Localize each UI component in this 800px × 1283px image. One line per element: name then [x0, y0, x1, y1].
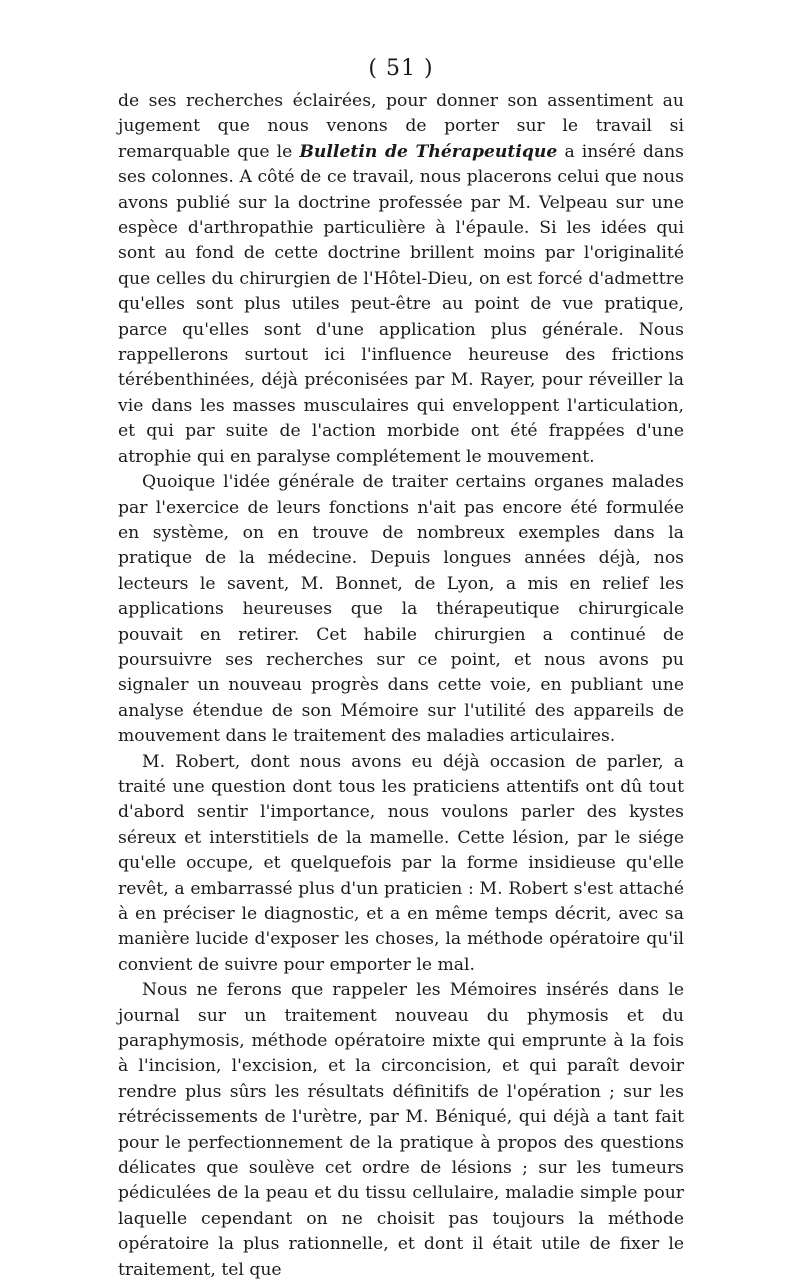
paragraph-1 [118, 89, 684, 470]
page-number: ( 51 ) [368, 56, 434, 81]
paragraph-1-text-end: a inséré dans ses colonnes. A côté de ce travail, nous placerons celui que nous avons publié sur la doctrine professée par M. Velpeau sur une espèce d'arthropathie particulière à l'épaule. Si les idées qui sont au fond de cette doctrine brillent moins par l'originalité que celles du chirurgien de l'Hôtel-Dieu, on est forcé d'admettre qu'elles sont plus utiles peut-être au point de vue pratique, parce qu'elles sont d'une application plus générale. Nous rappellerons surtout ici l'influence heureuse des frictions térébenthinées, déjà préconisées par M. Rayer, pour réveiller la vie dans les masses musculaires qui enveloppent l'articulation, et qui par suite de l'action morbide ont été frappées d'une atrophie qui en paralyse complétement le mouvement. [118, 141, 684, 467]
paragraph-3: M. Robert, dont nous avons eu déjà occasion de parler, a traité une question dont tous les praticiens attentifs ont dû tout d'abord sentir l'importance, nous voulons parler des kystes séreux et interstitiels de la mamelle. Cette lésion, par le siége qu'elle occupe, et quelquefois par la forme insidieuse qu'elle revêt, a embarrassé plus d'un praticien : M. Robert s'est attaché à en préciser le diagnostic, et a en même temps décrit, avec sa manière lucide d'exposer les choses, la méthode opératoire qu'il convient de suivre pour emporter le mal. [118, 751, 684, 975]
journal-title: Bulletin de Thérapeutique [299, 141, 558, 162]
paragraph-4: Nous ne ferons que rappeler les Mémoires insérés dans le journal sur un traitement nouveau du phymosis et du paraphymosis, méthode opératoire mixte qui emprunte à la fois à l'incision, l'excision, et la circoncision, et qui paraît devoir rendre plus sûrs les résultats définitifs de l'opération ; sur les rétrécissements de l'urètre, par M. Béniqué, qui déjà a tant fait pour le perfectionnement de la pratique à propos des questions délicates que soulève cet ordre de lésions ; sur les tumeurs pédiculées de la peau et du tissu cellulaire, maladie simple pour laquelle cependant on ne choisit pas toujours la méthode opératoire la plus rationnelle, et dont il était utile de fixer le traitement, tel que [118, 980, 684, 1280]
book-page [118, 56, 684, 1283]
paragraph-2: Quoique l'idée générale de traiter certains organes malades par l'exercice de leurs fonctions n'ait pas encore été formulée en système, on en trouve de nombreux exemples dans la pratique de la médecine. Depuis longues années déjà, nos lecteurs le savent, M. Bonnet, de Lyon, a mis en relief les applications heureuses que la thérapeutique chirurgicale pouvait en retirer. Cet habile chirurgien a continué de poursuivre ses recherches sur ce point, et nous avons pu signaler un nouveau progrès dans cette voie, en publiant une analyse étendue de son Mémoire sur l'utilité des appareils de mouvement dans le traitement des maladies articulaires. [118, 472, 684, 747]
paragraph-1-text-start: de ses recherches éclairées, pour donner son assentiment au jugement que nous venons de porter sur le travail si remarquable que le [118, 91, 684, 162]
